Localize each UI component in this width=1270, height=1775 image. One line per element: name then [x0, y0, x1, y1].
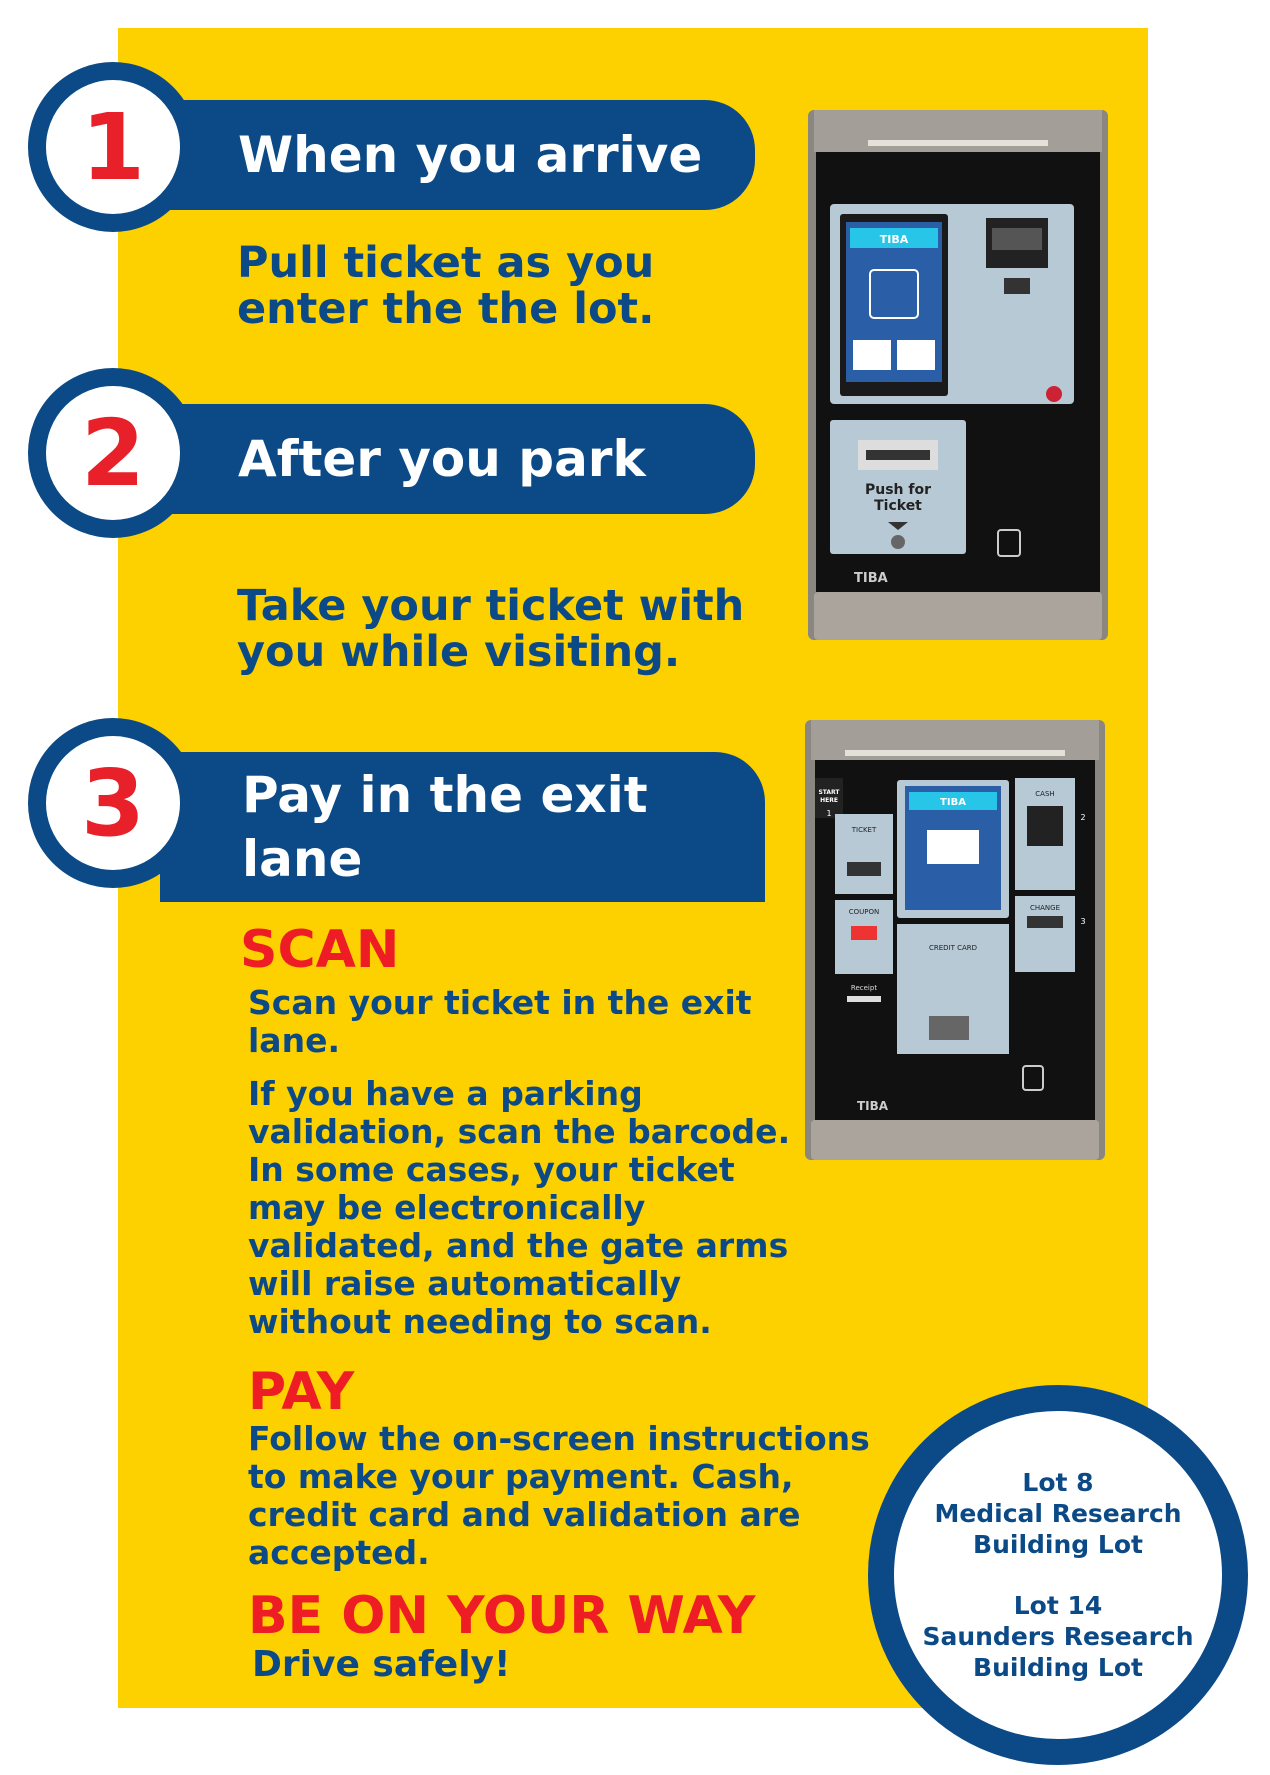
kiosk1-brand: TIBA: [854, 571, 888, 586]
step3-banner: [160, 752, 765, 902]
svg-text:CREDIT CARD: CREDIT CARD: [928, 944, 978, 952]
kiosk2-screen-brand: TIBA: [940, 797, 966, 808]
step1-number-circle: [28, 62, 198, 232]
lot14-label: Lot 14 Saunders Research Building Lot: [922, 1591, 1194, 1682]
svg-text:CASH: CASH: [1035, 790, 1055, 798]
way-body: Drive safely!: [252, 1644, 511, 1685]
pay-heading: PAY: [248, 1362, 355, 1422]
kiosk1-button-line2: Ticket: [874, 498, 922, 514]
step2-body: Take your ticket with you while visiting.: [237, 581, 745, 677]
kiosk2-brand: TIBA: [857, 1099, 889, 1113]
scan-body-2: If you have a parking validation, scan the barcode. In some cases, your ticket may be electronically validated, and the gate arms will raise automatically without needing to scan.: [248, 1074, 791, 1341]
step3-title-line2: lane: [242, 830, 363, 888]
scan-body-1: Scan your ticket in the exit lane.: [248, 983, 752, 1060]
svg-text:1: 1: [826, 809, 832, 818]
step2-number: 2: [80, 399, 145, 507]
lot-info-circle: [868, 1385, 1248, 1765]
svg-text:TICKET: TICKET: [851, 826, 877, 834]
step1-body: Pull ticket as you enter the the lot.: [237, 238, 655, 334]
entry-kiosk-image: [808, 110, 1108, 640]
step1-number: 1: [80, 93, 145, 201]
svg-text:3: 3: [1080, 917, 1086, 926]
svg-text:HERE: HERE: [820, 797, 838, 804]
svg-text:2: 2: [1080, 813, 1086, 822]
svg-text:COUPON: COUPON: [848, 908, 880, 916]
step2-banner: [160, 404, 755, 514]
kiosk1-button-line1: Push for: [864, 482, 932, 498]
lot8-label: Lot 8 Medical Research Building Lot: [934, 1468, 1182, 1559]
pay-station-image: [805, 720, 1105, 1160]
step1-title: When you arrive: [238, 126, 703, 184]
step3-title-line1: Pay in the exit: [242, 766, 648, 824]
step3-number-circle: [28, 718, 198, 888]
scan-heading: SCAN: [240, 920, 400, 980]
svg-text:Receipt: Receipt: [850, 984, 878, 992]
step1-banner: [160, 100, 755, 210]
pay-body: Follow the on-screen instructions to make your payment. Cash, credit card and validation are accepted.: [248, 1419, 870, 1572]
svg-text:CHANGE: CHANGE: [1029, 904, 1061, 912]
kiosk1-screen-brand: TIBA: [879, 233, 909, 246]
svg-text:START: START: [818, 789, 840, 796]
step2-number-circle: [28, 368, 198, 538]
step2-title: After you park: [238, 430, 646, 488]
step3-number: 3: [80, 749, 145, 857]
way-heading: BE ON YOUR WAY: [248, 1586, 756, 1646]
